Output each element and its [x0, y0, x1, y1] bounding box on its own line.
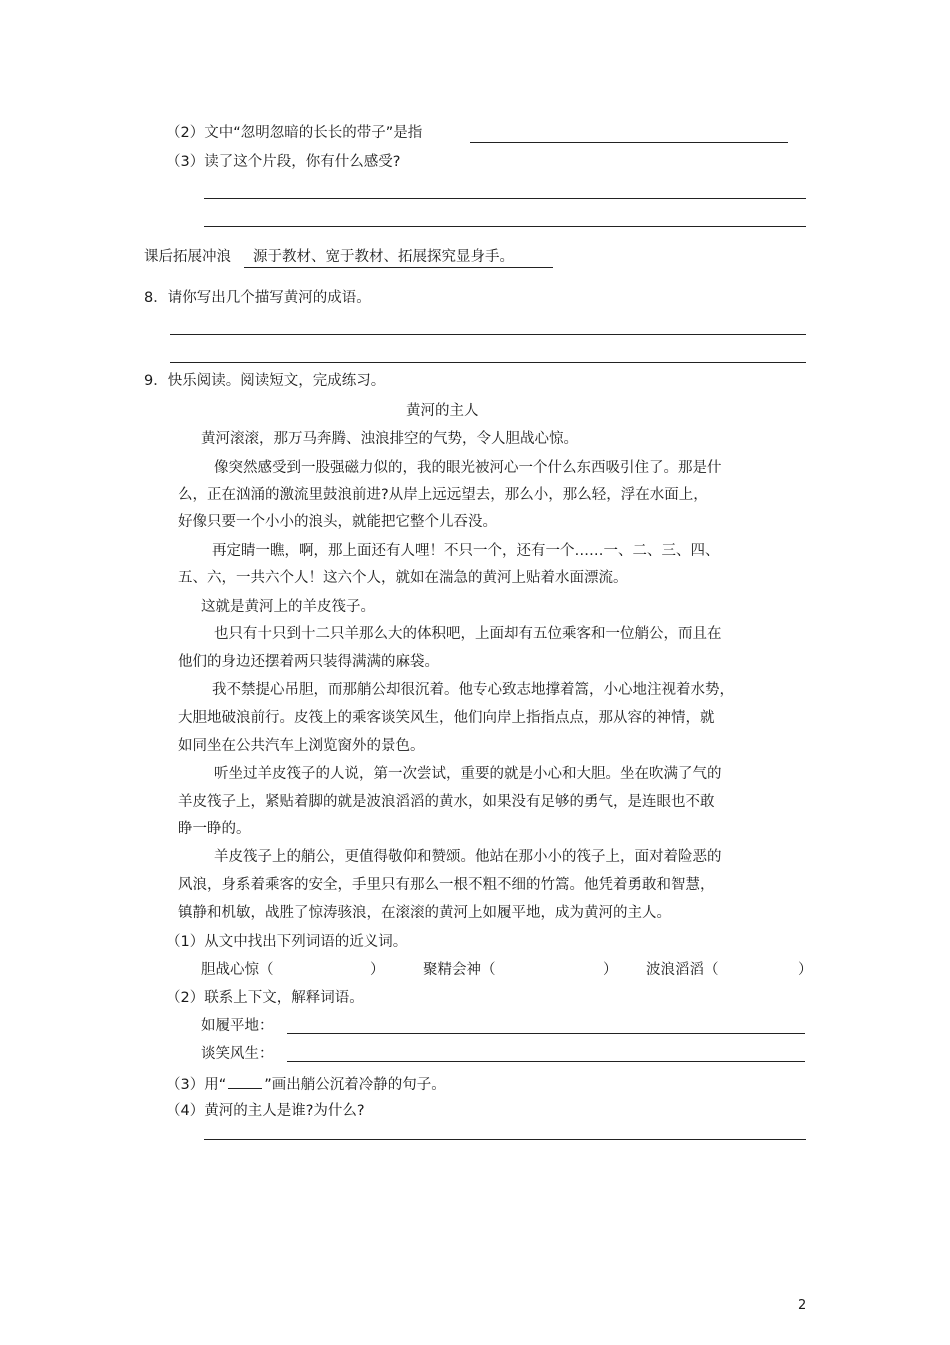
answer-line-q8-2[interactable]	[170, 362, 806, 363]
passage-line: 如同坐在公共汽车上浏览窗外的景色。	[178, 738, 425, 754]
passage-line: 我不禁提心吊胆，而那艄公却很沉着。他专心致志地撑着篙，小心地注视着水势，	[212, 682, 734, 698]
sub-question-3	[166, 1074, 446, 1094]
synonym-close-3: ）	[798, 962, 813, 978]
answer-line-term-1[interactable]	[287, 1033, 805, 1034]
motto-underline	[244, 267, 553, 268]
synonym-word-2: 聚精会神（	[423, 962, 496, 978]
section-label: 课后拓展冲浪	[144, 249, 231, 265]
sub-question-3-prefix: （3）用“	[166, 1077, 227, 1093]
answer-line-q3-2[interactable]	[204, 226, 806, 227]
passage-line: 也只有十只到十二只羊那么大的体积吧，上面却有五位乘客和一位艄公，而且在	[214, 626, 722, 642]
passage-line: 风浪，身系着乘客的安全，手里只有那么一根不粗不细的竹篙。他凭着勇敢和智慧，	[178, 877, 715, 893]
answer-line-term-2[interactable]	[287, 1061, 805, 1062]
question-9-intro: 9．快乐阅读。阅读短文，完成练习。	[144, 373, 386, 389]
passage-line: 么，正在汹涌的激流里鼓浪前进?从岸上远远望去，那么小，那么轻，浮在水面上，	[178, 487, 708, 503]
passage-line: 五、六，一共六个人！这六个人，就如在湍急的黄河上贴着水面漂流。	[178, 570, 628, 586]
passage-line: 羊皮筏子上的艄公，更值得敬仰和赞颂。他站在那小小的筏子上，面对着险恶的	[214, 849, 722, 865]
passage-line: 像突然感受到一股强磁力似的，我的眼光被河心一个什么东西吸引住了。那是什	[214, 460, 722, 476]
question-8: 8．请你写出几个描写黄河的成语。	[144, 290, 371, 306]
underline-sample	[228, 1074, 262, 1089]
answer-line-q2[interactable]	[470, 142, 788, 143]
sub-question-3-suffix: ”画出艄公沉着冷静的句子。	[264, 1077, 446, 1093]
answer-line-q4[interactable]	[204, 1139, 806, 1140]
passage-title: 黄河的主人	[406, 403, 479, 419]
passage-line: 羊皮筏子上，紧贴着脚的就是波浪滔滔的黄水，如果没有足够的勇气，是连眼也不敢	[178, 794, 715, 810]
sub-question-2: （2）联系上下文，解释词语。	[166, 990, 364, 1006]
sub-question-1: （1）从文中找出下列词语的近义词。	[166, 934, 408, 950]
term-label-1: 如履平地：	[201, 1018, 274, 1034]
passage-line: 这就是黄河上的羊皮筏子。	[201, 599, 375, 615]
question-2: （2）文中“忽明忽暗的长长的带子”是指	[166, 125, 423, 141]
page-number: 2	[798, 1298, 807, 1313]
passage-line: 好像只要一个小小的浪头，就能把它整个儿吞没。	[178, 514, 497, 530]
passage-line: 黄河滚滚，那万马奔腾、浊浪排空的气势，令人胆战心惊。	[201, 431, 578, 447]
passage-line: 镇静和机敏，战胜了惊涛骇浪，在滚滚的黄河上如履平地，成为黄河的主人。	[178, 905, 671, 921]
passage-line: 大胆地破浪前行。皮筏上的乘客谈笑风生，他们向岸上指指点点，那从容的神情，就	[178, 710, 715, 726]
synonym-close-1: ）	[370, 962, 385, 978]
term-label-2: 谈笑风生：	[201, 1046, 274, 1062]
section-motto: 源于教材、宽于教材、拓展探究显身手。	[253, 249, 514, 265]
synonym-word-3: 波浪滔滔（	[646, 962, 719, 978]
passage-line: 听坐过羊皮筏子的人说，第一次尝试，重要的就是小心和大胆。坐在吹满了气的	[214, 766, 722, 782]
question-3: （3）读了这个片段，你有什么感受?	[166, 154, 401, 170]
answer-line-q8-1[interactable]	[170, 334, 806, 335]
passage-line: 他们的身边还摆着两只装得满满的麻袋。	[178, 654, 439, 670]
synonym-close-2: ）	[603, 962, 618, 978]
sub-question-4: （4）黄河的主人是谁?为什么?	[166, 1103, 365, 1119]
passage-line: 再定睛一瞧，啊，那上面还有人哩！不只一个，还有一个……一、二、三、四、	[212, 543, 720, 559]
synonym-word-1: 胆战心惊（	[201, 962, 274, 978]
answer-line-q3-1[interactable]	[204, 198, 806, 199]
passage-line: 睁一睁的。	[178, 821, 251, 837]
